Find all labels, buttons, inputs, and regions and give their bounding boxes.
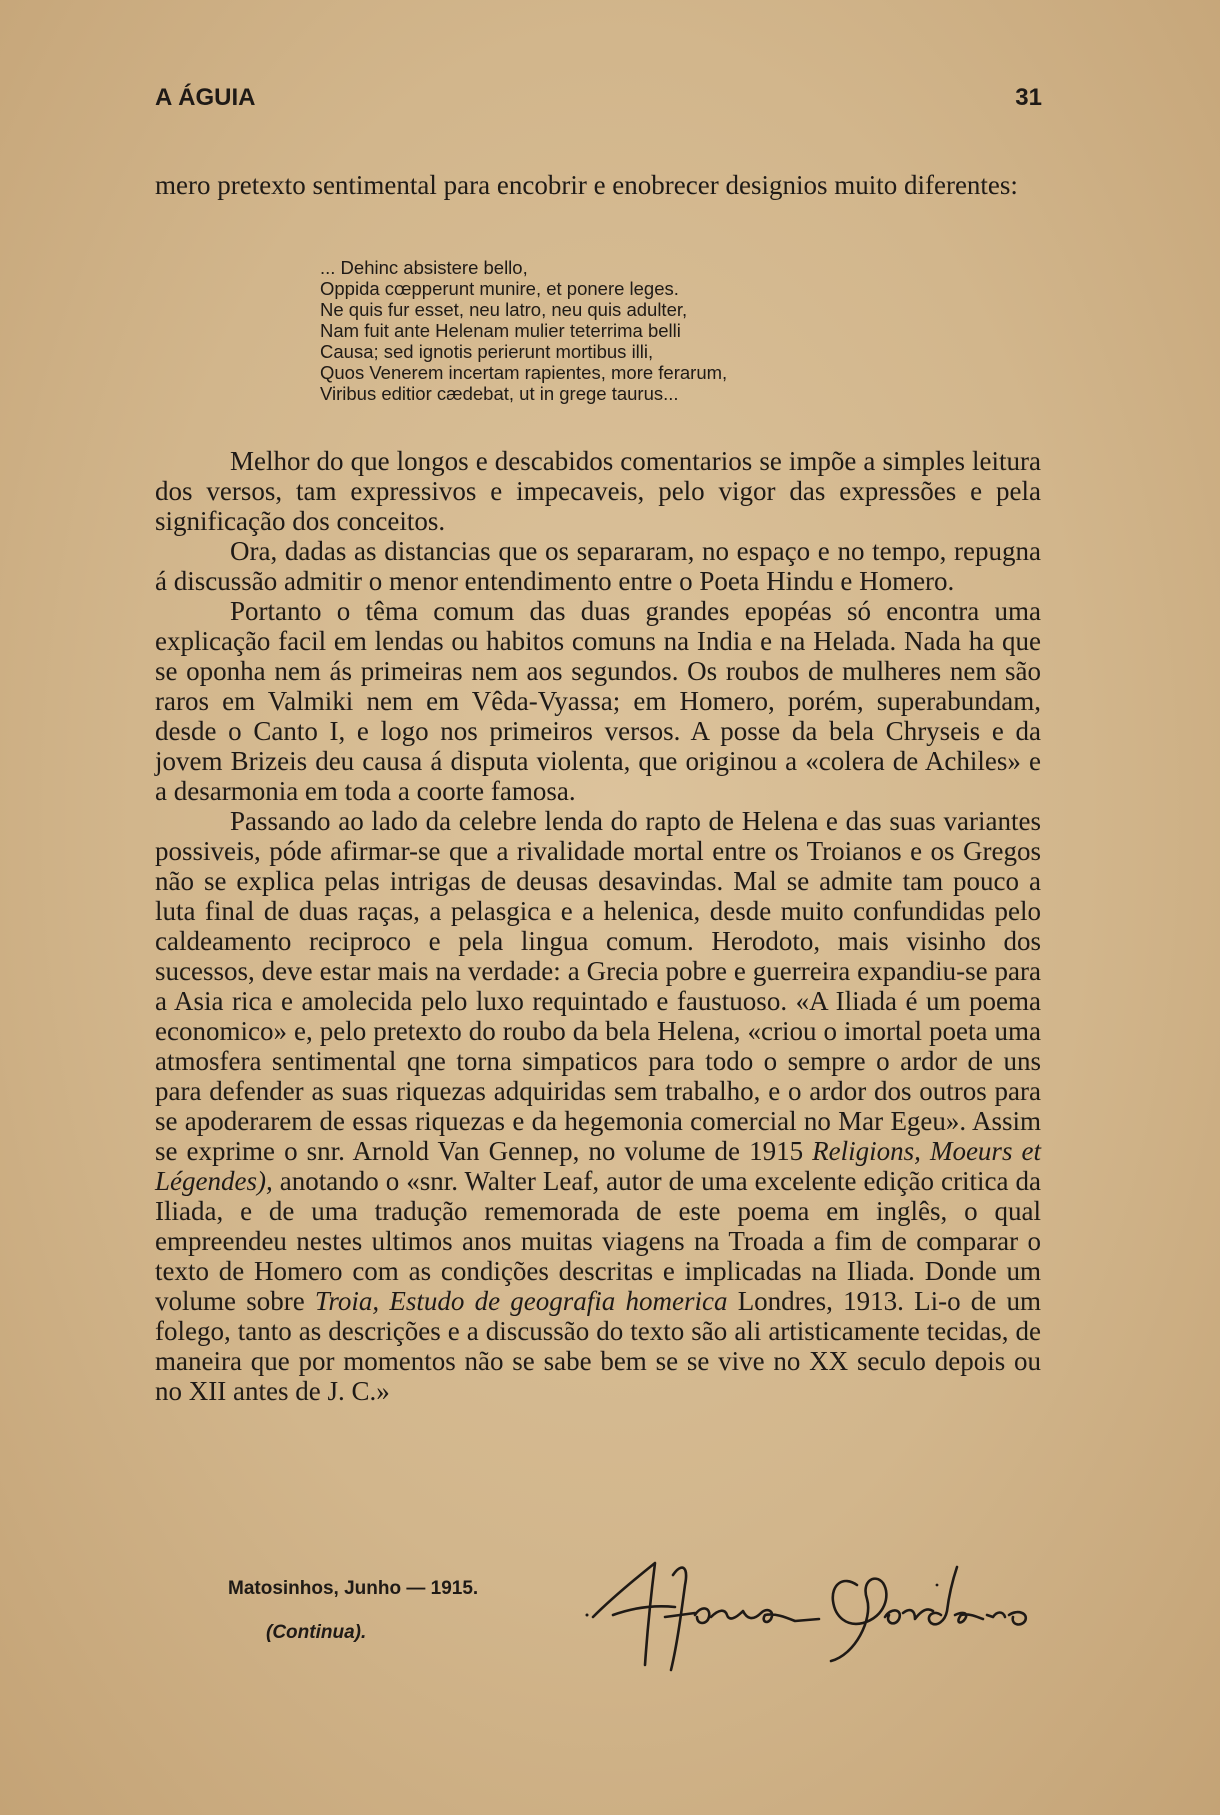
verse-line: ... Dehinc absistere bello, <box>320 257 528 278</box>
intro-block <box>155 170 1041 200</box>
body-paragraph <box>155 806 1041 1406</box>
verse-line: Ne quis fur esset, neu latro, neu quis adulter, <box>320 299 688 320</box>
paragraph-text: Passando ao lado da celebre lenda do rapto de Helena e das suas variantes possiveis, póde afirmar-se que a rivalidade mortal entre os Troianos e os Gregos não se explica pelas intrigas de deusas desavindas. Mal se admite tam pouco a luta final de duas raças, a pelasgica e a helenica, desde muito confundidas pelo caldeamento reciproco e pela lingua comum. Herodoto, mais visinho dos sucessos, deve estar mais na verdade: a Grecia pobre e guerreira expandiu-se para a Asia rica e amolecida pelo luxo requintado e faustuoso. «A Iliada é um poema economico» e, pelo pretexto do roubo da bela Helena, «criou o imortal poeta uma atmosfera sentimental qne torna simpaticos para todo o sempre o ardor de uns para defender as suas riquezas adquiridas sem trabalho, e o ardor dos outros para se apoderarem de essas riquezas e da hegemonia comercial no Mar Egeu». Assim se exprime o snr. Arnold Van Gennep, no volume de 1915 <box>155 806 1041 1166</box>
book-title-religions: Religions, Moeurs et Légendes), <box>155 1136 1042 1196</box>
journal-title: A ÁGUIA <box>155 84 256 111</box>
verse-line: Viribus editior cædebat, ut in grege taurus... <box>320 383 679 404</box>
place-date: Matosinhos, Junho — 1915. <box>228 1578 479 1599</box>
intro-paragraph: mero pretexto sentimental para encobrir e enobrecer designios muito diferentes: <box>155 170 1018 200</box>
page-number: 31 <box>1015 84 1042 111</box>
verse-line: Quos Venerem incertam rapientes, more ferarum, <box>320 362 728 383</box>
handwritten-signature <box>585 1555 1040 1675</box>
body-paragraph: Melhor do que longos e descabidos comentarios se impõe a simples leitura dos versos, tam expressivos e impecaveis, pelo vigor das expressões e pela significação dos conceitos. <box>155 446 1041 536</box>
book-title-troia: Troia, Estudo de geografia homerica <box>314 1286 728 1316</box>
verse-line: Nam fuit ante Helenam mulier teterrima belli <box>320 320 681 341</box>
continua-note: (Continua). <box>266 1622 367 1643</box>
verse-line: Causa; sed ignotis perierunt mortibus illi, <box>320 341 654 362</box>
body-paragraph: Ora, dadas as distancias que os separaram, no espaço e no tempo, repugna á discussão admitir o menor entendimento entre o Poeta Hindu e Homero. <box>155 536 1041 596</box>
paragraph-text: Londres, 1913. Li-o de um folego, tanto as descrições e a discussão do texto são ali artisticamente tecidas, de maneira que por momentos não se sabe bem se se vive no XX seculo depois ou no XII antes de J. C.» <box>155 1286 1041 1406</box>
latin-verse-quote <box>320 257 880 404</box>
verse-line: Oppida cœpperunt munire, et ponere leges. <box>320 278 679 299</box>
paragraph-text: anotando o «snr. Walter Leaf, autor de uma excelente edição critica da Iliada, e de uma tradução rememorada de este poema em inglês, o qual empreendeu nestes ultimos anos muitas viagens na Troada a fim de comparar o texto de Homero com as condições descritas e implicadas na Iliada. Donde um volume sobre <box>155 1166 1041 1316</box>
main-text <box>155 446 1041 1406</box>
running-header <box>155 84 1042 118</box>
body-paragraph: Portanto o têma comum das duas grandes epopéas só encontra uma explicação facil em lendas ou habitos comuns na India e na Helada. Nada ha que se oponha nem ás primeiras nem aos segundos. Os roubos de mulheres nem são raros em Valmiki nem em Vêda-Vyassa; em Homero, porém, superabundam, desde o Canto I, e logo nos primeiros versos. A posse da bela Chryseis e da jovem Brizeis deu causa á disputa violenta, que originou a «colera de Achiles» e a desarmonia em toda a coorte famosa. <box>155 596 1041 806</box>
